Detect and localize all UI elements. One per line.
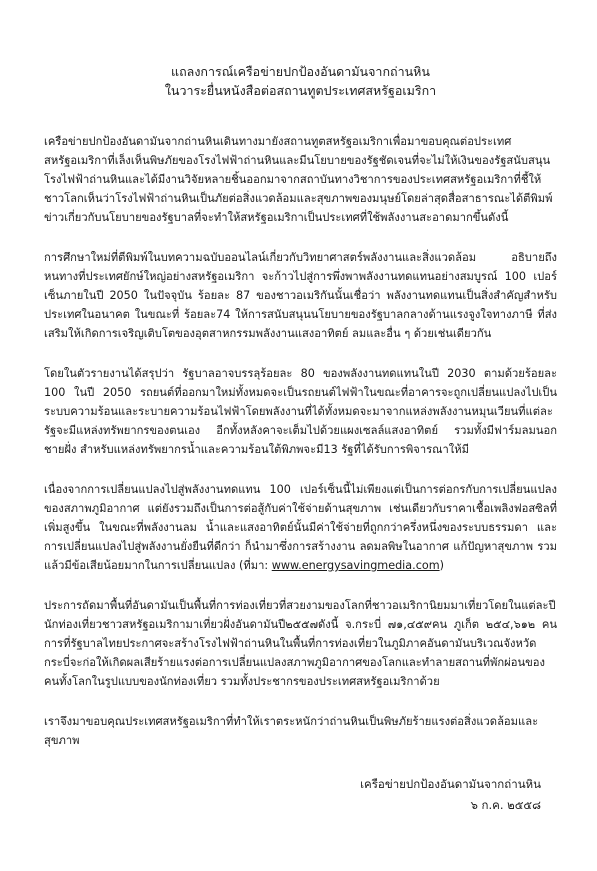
paragraph-intro: เครือข่ายปกป้องอันดามันจากถ่านหินเดินทางมายังสถานทูตสหรัฐอเมริกาเพื่อมาขอบคุณต่อประเทศสหรัฐอเมริกาที่เล็งเห็นพิษภัยของโรงไฟฟ้าถ่านหินและมีนโยบายของรัฐชัดเจนที่จะไม่ให้เงินของรัฐสนับสนุนโรงไฟฟ้าถ่านหินและได้มีงานวิจัยหลายชิ้นออกมาจากสถาบันทางวิชาการของประเทศสหรัฐอเมริกาที่ชี้ให้ชาวโลกเห็นว่าโรงไฟฟ้าถ่านหินเป็นภัยต่อสิ่งแวดล้อมและสุขภาพของมนุษย์โดยล่าสุดสื่อสาธารณะได้ตีพิมพ์ข่าวเกี่ยวกับนโยบายของรัฐบาลที่จะทำให้สหรัฐอเมริกาเป็นประเทศที่ใช้พลังงานสะอาดมากขึ้นดังนี้ [44, 135, 553, 224]
paragraph-report: โดยในตัวรายงานได้สรุปว่า รัฐบาลอาจบรรลุร้อยละ 80 ของพลังงานทดแทนในปี 2030 ตามด้วยร้อยละ 100 ในปี 2050 รถยนต์ที่ออกมาใหม่ทั้งหมดจะเป็นรถยนต์ไฟฟ้าในขณะที่อาคารจะถูกเปลี่ยนแปลงไปเป็นระบบความร้อนและระบายความร้อนไฟฟ้าโดยพลังงานที่ได้ทั้งหมดจะมาจากแหล่งพลังงานหมุนเวียนที่แต่ละรัฐจะมีแหล่งทรัพยากรของตนเอง อีกทั้งหลังคาจะเต็มไปด้วยแผงเซลล์แสงอาทิตย์ รวมทั้งมีฟาร์มลมนอกชายฝั่ง สำหรับแหล่งทรัพยากรน้ำและความร้อนใต้พิภพจะมี13 รัฐที่ได้รับการพิจารณาให้มี [44, 367, 557, 456]
source-link[interactable]: www.energysavingmedia.com [271, 559, 440, 572]
paragraph-transition-text: เนื่องจากการเปลี่ยนแปลงไปสู่พลังงานทดแทน 100 เปอร์เซ็นนี้ไม่เพียงแต่เป็นการต่อกรกับการเปลี่ยนแปลงของสภาพภูมิอากาศ แต่ยังรวมถึงเป็นการต่อสู้กับค่าใช้จ่ายด้านสุขภาพ เช่นเดียวกับราคาเชื้อเพลิงฟอสซิลที่เพิ่มสูงขึ้น ในขณะที่พลังงานลม น้ำและแสงอาทิตย์นั้นมีค่าใช้จ่ายที่ถูกกว่าครึ่งหนึ่งของระบบธรรมดา และการเปลี่ยนแปลงไปสู่พลังงานยั่งยืนที่ดีกว่า ก็นำมาซึ่งการสร้างงาน ลดมลพิษในอากาศ แก้ปัญหาสุขภาพ รวมแล้วมีข้อเสียน้อยมากในการเปลี่ยนแปลง [44, 483, 557, 572]
signature-organization: เครือข่ายปกป้องอันดามันจากถ่านหิน [360, 777, 541, 791]
signature-block [360, 775, 541, 815]
document-title-line-2: ในวาระยื่นหนังสือต่อสถานทูตประเทศสหรัฐอเมริกา [164, 83, 437, 98]
source-prefix: (ที่มา: [235, 559, 272, 572]
paragraph-andaman: ประการถัดมาพื้นที่อันดามันเป็นพื้นที่การท่องเที่ยวที่สวยงามของโลกที่ชาวอเมริกานิยมมาเที่ยวโดยในแต่ละปีนักท่องเที่ยวชาวสหรัฐอเมริกามาเที่ยวฝั่งอันดามันปี๒๕๕๗ดังนี้ จ.กระบี่ ๗๑,๔๕๙คน ภูเก็ต ๒๕๔,๖๑๒ คน การที่รัฐบาลไทยประกาศจะสร้างโรงไฟฟ้าถ่านหินในพื้นที่การท่องเที่ยวในภูมิภาคอันดามันบริเวณจังหวัดกระบี่จะก่อให้เกิดผลเสียร้ายแรงต่อการเปลี่ยนแปลงสภาพภูมิอากาศของโลกและทำลายสถานที่พักผ่อนของคนทั้งโลกในรูปแบบของนักท่องเที่ยว รวมทั้งประชากรของประเทศสหรัฐอเมริกาด้วย [44, 599, 557, 688]
paragraph-transition [44, 480, 557, 575]
paragraph-study: การศึกษาใหม่ที่ตีพิมพ์ในบทความฉบับออนไลน์เกี่ยวกับวิทยาศาสตร์พลังงานและสิ่งแวดล้อม อธิบายถึงหนทางที่ประเทศยักษ์ใหญ่อย่างสหรัฐอเมริกา จะก้าวไปสู่การพึ่งพาพลังงานทดแทนอย่างสมบูรณ์ 100 เปอร์เซ็นภายในปี 2050 ในปัจจุบัน ร้อยละ 87 ของชาวอเมริกันนั้นเชื่อว่า พลังงานทดแทนเป็นสิ่งสำคัญสำหรับประเทศในอนาคต ในขณะที่ ร้อยละ74 ให้การสนับสนุนนโยบายของรัฐบาลกลางด้านแรงจูงใจทางภาษี ที่ส่งเสริมให้เกิดการเจริญเติบโตของอุตสาหกรรมพลังงานแสงอาทิตย์ ลมและอื่น ๆ ด้วยเช่นเดียวกัน [44, 251, 557, 340]
signature-date: ๖ ก.ค. ๒๕๕๘ [470, 798, 541, 812]
document-title-line-1: แถลงการณ์เครือข่ายปกป้องอันดามันจากถ่านหิน [171, 64, 430, 79]
paragraph-thanks: เราจึงมาขอบคุณประเทศสหรัฐอเมริกาที่ทำให้เราตระหนักว่าถ่านหินเป็นพิษภัยร้ายแรงต่อสิ่งแวดล้อมและสุขภาพ [44, 715, 539, 747]
source-suffix: ) [439, 559, 444, 572]
